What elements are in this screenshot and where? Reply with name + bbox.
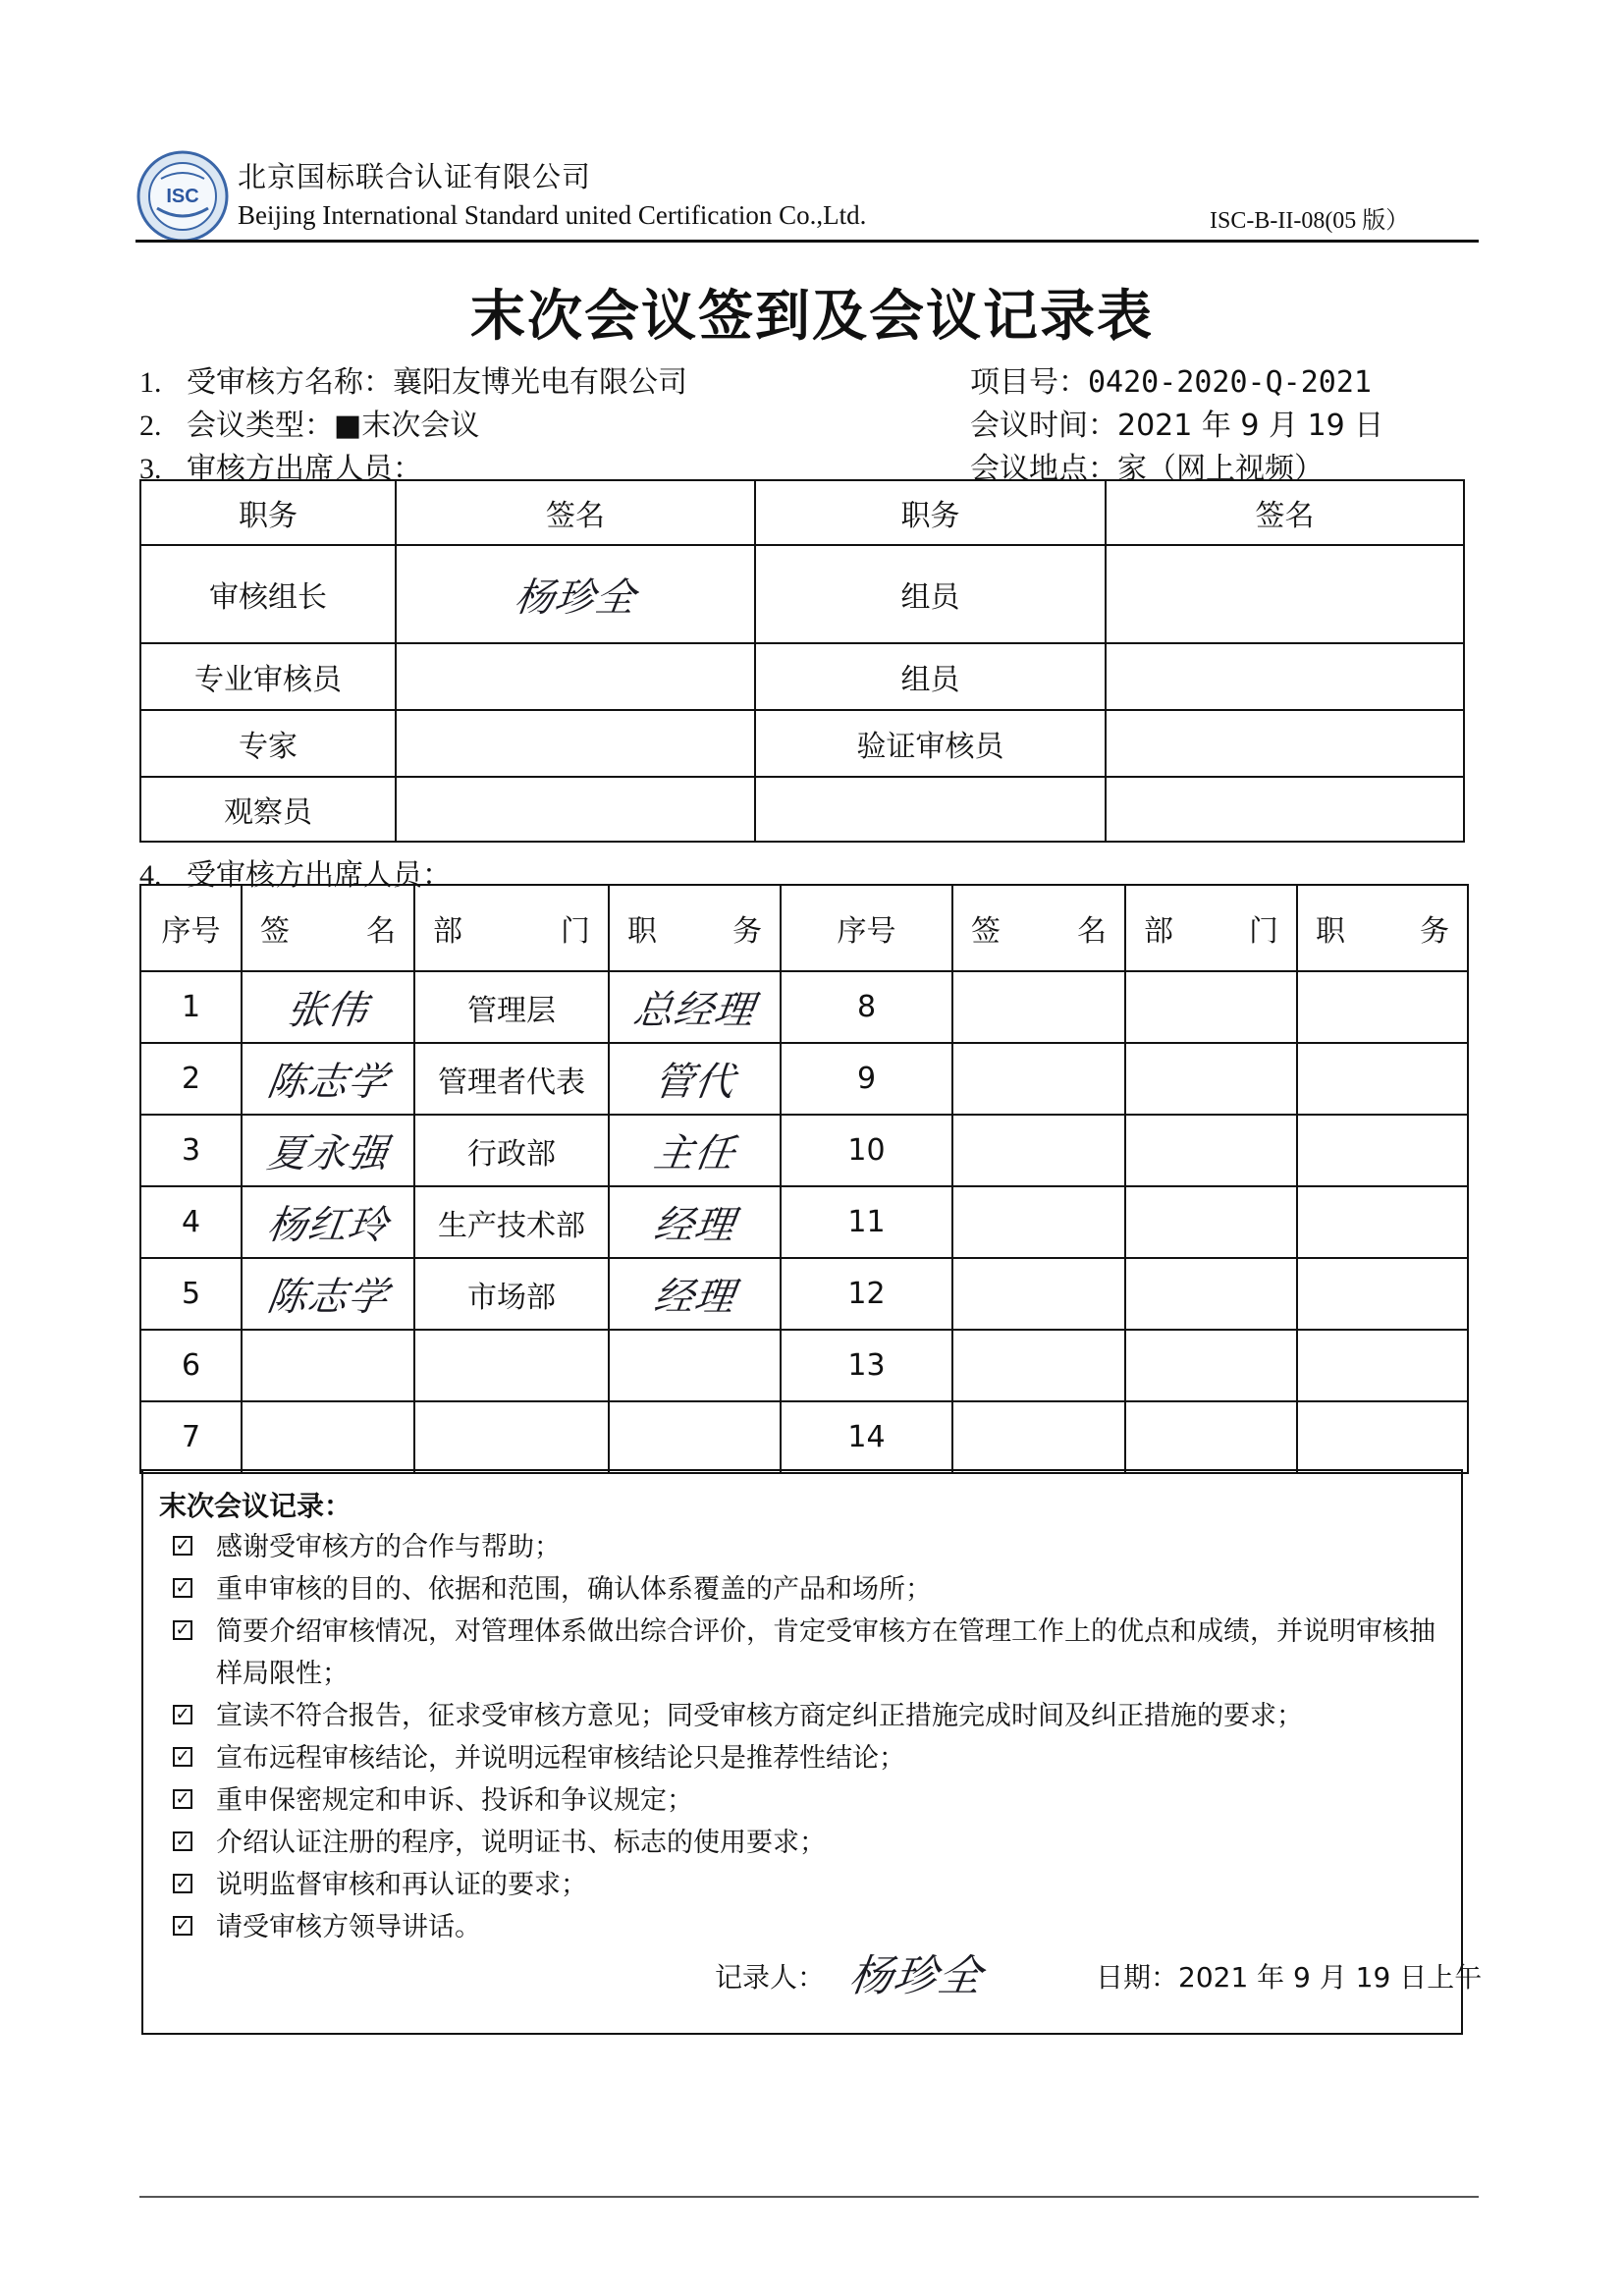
list-item: ✓ 重申审核的目的、依据和范围，确认体系覆盖的产品和场所； xyxy=(173,1568,1449,1611)
project-number: 0420-2020-Q-2021 xyxy=(1088,365,1372,400)
title-cell xyxy=(609,1258,781,1330)
auditee-table-header xyxy=(140,885,1468,971)
title-cell xyxy=(609,1401,781,1473)
table-row xyxy=(140,971,1468,1043)
handwritten-signature: 陈志学 xyxy=(263,1060,392,1105)
title-cell xyxy=(1297,1258,1468,1330)
checkbox-checked-icon: ✓ xyxy=(173,1578,192,1598)
signature-cell xyxy=(396,777,755,842)
header-department: 部 门 xyxy=(1125,885,1297,971)
role-cell: 验证审核员 xyxy=(755,710,1106,777)
row-number: 3 xyxy=(140,1115,242,1186)
table-row xyxy=(140,545,1464,643)
row-number: 2 xyxy=(140,1043,242,1115)
header-signature: 签名 xyxy=(1106,480,1464,545)
auditor-attendees-heading: 3. 审核方出席人员： xyxy=(139,452,422,486)
record-date: 日期：2021 年 9 月 19 日上午 xyxy=(1096,1961,1483,1994)
signature-cell xyxy=(396,545,755,643)
role-cell: 组员 xyxy=(755,545,1106,643)
meeting-record-title: 末次会议记录： xyxy=(159,1490,352,1522)
auditor-table-header xyxy=(140,480,1464,545)
title-cell xyxy=(1297,1043,1468,1115)
table-row xyxy=(140,1043,1468,1115)
row-number: 12 xyxy=(781,1258,952,1330)
signature-cell xyxy=(952,1186,1125,1258)
signature-cell xyxy=(952,1043,1125,1115)
isc-logo xyxy=(135,149,230,244)
handwritten-signature: 杨珍全 xyxy=(511,574,639,621)
signature-cell xyxy=(242,1401,414,1473)
title-cell xyxy=(1297,971,1468,1043)
list-item: ✓ 宣读不符合报告，征求受审核方意见；同受审核方商定纠正措施完成时间及纠正措施的要求； xyxy=(173,1695,1449,1737)
checkbox-checked-icon: ✓ xyxy=(173,1874,192,1893)
header-signature: 签 名 xyxy=(242,885,414,971)
signature-cell xyxy=(952,1401,1125,1473)
table-row xyxy=(140,1330,1468,1401)
row-number: 10 xyxy=(781,1115,952,1186)
footer-rule xyxy=(139,2196,1479,2198)
row-number: 13 xyxy=(781,1330,952,1401)
list-item: ✓ 重申保密规定和申诉、投诉和争议规定； xyxy=(173,1779,1449,1822)
table-row xyxy=(140,1115,1468,1186)
auditee-attendance-table xyxy=(139,884,1469,1474)
department-cell xyxy=(414,1401,609,1473)
signature-cell xyxy=(952,1115,1125,1186)
signature-cell xyxy=(396,643,755,710)
handwritten-signature: 杨红玲 xyxy=(263,1203,392,1248)
auditee-attendees-heading: 4. 受审核方出席人员： xyxy=(139,858,452,893)
header-title: 职 务 xyxy=(609,885,781,971)
header-role: 职务 xyxy=(140,480,396,545)
signature-cell xyxy=(242,1258,414,1330)
row-number: 7 xyxy=(140,1401,242,1473)
department-cell xyxy=(1125,1043,1297,1115)
company-name-en: Beijing International Standard united Certification Co.,Ltd. xyxy=(238,200,867,230)
row-number: 8 xyxy=(781,971,952,1043)
header-rule xyxy=(135,240,1479,243)
page-title: 末次会议签到及会议记录表 xyxy=(470,285,1154,349)
meeting-place-line: 会议地点：家（网上视频） xyxy=(970,452,1324,486)
department-cell: 市场部 xyxy=(414,1258,609,1330)
signature-cell xyxy=(952,1330,1125,1401)
header-role: 职务 xyxy=(755,480,1106,545)
signature-cell xyxy=(242,1330,414,1401)
department-cell: 行政部 xyxy=(414,1115,609,1186)
role-cell: 专家 xyxy=(140,710,396,777)
checkbox-checked-icon: ✓ xyxy=(173,1620,192,1640)
recorder-label: 记录人： xyxy=(715,1961,826,1994)
handwritten-signature: 杨珍全 xyxy=(845,1951,986,2001)
title-cell xyxy=(609,1186,781,1258)
row-number: 6 xyxy=(140,1330,242,1401)
meeting-place: 家（网上视频） xyxy=(1117,452,1324,486)
signature-cell xyxy=(242,1043,414,1115)
header-signature: 签名 xyxy=(396,480,755,545)
title-cell xyxy=(1297,1401,1468,1473)
table-row xyxy=(140,643,1464,710)
handwritten-signature: 陈志学 xyxy=(263,1275,392,1320)
handwritten-title: 经理 xyxy=(650,1275,738,1320)
title-cell xyxy=(609,1043,781,1115)
list-item: ✓ 介绍认证注册的程序，说明证书、标志的使用要求； xyxy=(173,1822,1449,1864)
checkbox-checked-icon: ✓ xyxy=(173,1789,192,1809)
header-title: 职 务 xyxy=(1297,885,1468,971)
role-cell: 专业审核员 xyxy=(140,643,396,710)
table-row xyxy=(140,1186,1468,1258)
signature-cell xyxy=(242,1115,414,1186)
title-cell xyxy=(1297,1186,1468,1258)
signature-cell xyxy=(242,971,414,1043)
row-number: 5 xyxy=(140,1258,242,1330)
header-signature: 签 名 xyxy=(952,885,1125,971)
list-item: ✓ 感谢受审核方的合作与帮助； xyxy=(173,1526,1449,1568)
role-cell: 组员 xyxy=(755,643,1106,710)
role-cell: 审核组长 xyxy=(140,545,396,643)
department-cell xyxy=(1125,1186,1297,1258)
role-cell: 观察员 xyxy=(140,777,396,842)
signature-cell xyxy=(396,710,755,777)
title-cell xyxy=(1297,1330,1468,1401)
department-cell xyxy=(1125,1401,1297,1473)
table-row xyxy=(140,1258,1468,1330)
signature-cell xyxy=(242,1186,414,1258)
handwritten-signature: 张伟 xyxy=(284,988,371,1033)
handwritten-title: 主任 xyxy=(650,1131,738,1176)
row-number: 14 xyxy=(781,1401,952,1473)
signature-cell xyxy=(1106,710,1464,777)
logo-text: ISC xyxy=(166,186,199,207)
department-cell xyxy=(1125,1115,1297,1186)
meeting-time: 2021 年 9 月 19 日 xyxy=(1117,409,1384,443)
meeting-record-list xyxy=(173,1526,1449,1948)
checkbox-checked-icon: ✓ xyxy=(173,1536,192,1556)
handwritten-title: 总经理 xyxy=(630,988,758,1033)
checkbox-checked-icon: ✓ xyxy=(173,1747,192,1767)
list-item: ✓ 请受审核方领导讲话。 xyxy=(173,1906,1449,1948)
auditee-name-line: 1. 受审核方名称：襄阳友博光电有限公司 xyxy=(139,365,687,400)
department-cell xyxy=(1125,971,1297,1043)
department-cell: 管理者代表 xyxy=(414,1043,609,1115)
meeting-time-line: 会议时间：2021 年 9 月 19 日 xyxy=(970,409,1384,443)
title-cell xyxy=(609,971,781,1043)
department-cell: 管理层 xyxy=(414,971,609,1043)
checkbox-checked-icon: ✓ xyxy=(173,1705,192,1724)
signature-cell xyxy=(952,971,1125,1043)
meeting-type-line: 2. 会议类型：■末次会议 xyxy=(139,409,480,443)
auditee-name: 襄阳友博光电有限公司 xyxy=(393,365,687,400)
checkbox-checked-icon: ✓ xyxy=(173,1916,192,1936)
project-number-line: 项目号：0420-2020-Q-2021 xyxy=(970,365,1372,400)
title-cell xyxy=(1297,1115,1468,1186)
row-number: 11 xyxy=(781,1186,952,1258)
handwritten-title: 管代 xyxy=(650,1060,738,1105)
department-cell xyxy=(1125,1258,1297,1330)
department-cell xyxy=(1125,1330,1297,1401)
company-name-cn: 北京国标联合认证有限公司 xyxy=(238,160,592,193)
row-number: 9 xyxy=(781,1043,952,1115)
list-item: ✓ 简要介绍审核情况，对管理体系做出综合评价，肯定受审核方在管理工作上的优点和成绩，并说明审核抽样局限性； xyxy=(173,1611,1449,1695)
title-cell xyxy=(609,1330,781,1401)
document-code: ISC-B-II-08(05 版） xyxy=(1210,208,1410,234)
header-number: 序号 xyxy=(781,885,952,971)
list-item: ✓ 宣布远程审核结论，并说明远程审核结论只是推荐性结论； xyxy=(173,1737,1449,1779)
handwritten-title: 经理 xyxy=(650,1203,738,1248)
row-number: 1 xyxy=(140,971,242,1043)
checkbox-checked-icon: ✓ xyxy=(173,1831,192,1851)
role-cell xyxy=(755,777,1106,842)
table-row xyxy=(140,710,1464,777)
meeting-type: ■末次会议 xyxy=(334,409,480,443)
signature-cell xyxy=(1106,777,1464,842)
row-number: 4 xyxy=(140,1186,242,1258)
table-row xyxy=(140,777,1464,842)
list-item: ✓ 说明监督审核和再认证的要求； xyxy=(173,1864,1449,1906)
department-cell xyxy=(414,1330,609,1401)
header-department: 部 门 xyxy=(414,885,609,971)
signature-cell xyxy=(952,1258,1125,1330)
signature-cell xyxy=(1106,545,1464,643)
recorder-signature xyxy=(845,1941,986,2003)
handwritten-signature: 夏永强 xyxy=(263,1131,392,1176)
department-cell: 生产技术部 xyxy=(414,1186,609,1258)
auditor-attendance-table xyxy=(139,479,1465,843)
table-row xyxy=(140,1401,1468,1473)
header-number: 序号 xyxy=(140,885,242,971)
title-cell xyxy=(609,1115,781,1186)
signature-cell xyxy=(1106,643,1464,710)
